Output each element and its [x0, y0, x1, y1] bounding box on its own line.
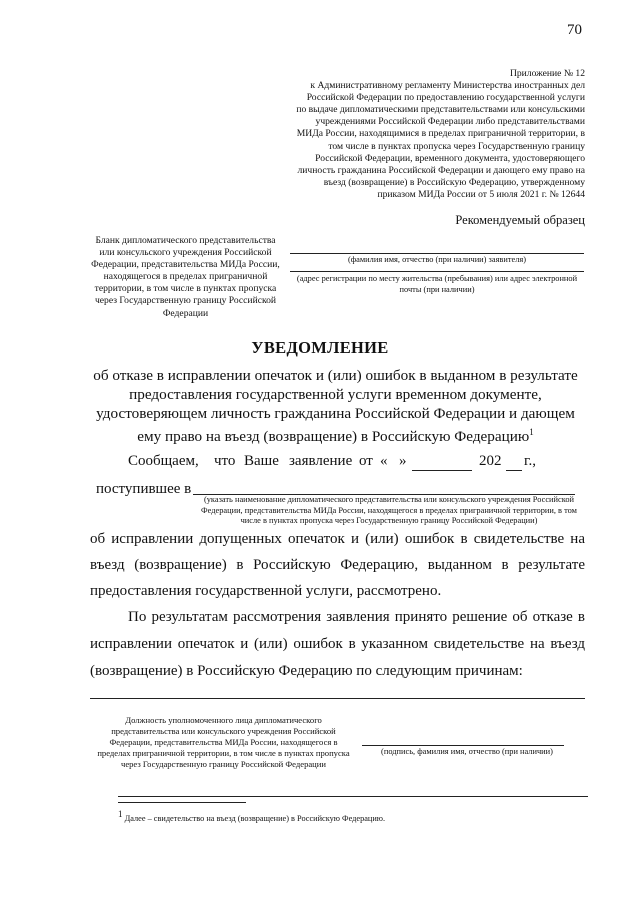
inform-word: Сообщаем, — [128, 453, 199, 469]
document-title: УВЕДОМЛЕНИЕ — [251, 338, 389, 357]
year-suffix: г., — [524, 453, 536, 469]
blank-label: Бланк дипломатического представительства или консульского учреждения Российской Федерации, представительства МИДа России, находящегося в пределах приграничной территории, в том числе в пунктах пропуска через Государственную границу Российской Федерации — [91, 235, 280, 319]
reasons-line — [90, 698, 585, 699]
received-caption: (указать наименование дипломатического представительства или консульского учреждения Российской Федерации, представительства МИДа России, находящегося в пределах приграничной территории, в том числе в пунктах пропуска через Государственную границу Российской Федерации) — [201, 495, 577, 525]
footnote-text: Далее – свидетельство на въезд (возвращение) в Российскую Федерацию. — [124, 813, 386, 823]
bottom-line — [118, 796, 588, 797]
year-prefix: 202 — [479, 453, 502, 469]
quote-open: « — [380, 453, 388, 469]
signature-line — [362, 745, 564, 746]
page-number: 70 — [567, 22, 582, 38]
applicant-address-line — [290, 271, 584, 272]
footnote-mark: 1 — [118, 809, 123, 819]
subtitle-text: об отказе в исправлении опечаток и (или) ошибок в выданном в результате предоставления государственной услуги временном документе, удостоверяющем личность гражданина Российской Федерации и дающем ему право на въезд (возвращение) в Российскую Федерацию — [93, 367, 578, 446]
document-subtitle — [88, 366, 583, 446]
inform-word: заявление — [289, 453, 353, 469]
recommended-sample-label: Рекомендуемый образец — [455, 213, 585, 227]
paragraph-2: По результатам рассмотрения заявления принято решение об отказе в исправлении опечаток и (или) ошибок в указанном свидетельстве на въезд (возвращение) в Российскую Федерацию по следующим причинам: — [90, 609, 585, 679]
paragraph-1: об исправлении допущенных опечаток и (или) ошибок в свидетельстве на въезд (возвращение) в Российскую Федерацию, выданном в результате предоставления государственной услуги, рассмотрено. — [90, 531, 585, 599]
footnote-reference: 1 — [529, 427, 534, 437]
applicant-address-caption: (адрес регистрации по месту жительства (пребывания) или адрес электронной почты (при наличии) — [296, 274, 578, 294]
official-position: Должность уполномоченного лица дипломатического представительства или консульского учреждения Российской Федерации, представительства МИДа России, находящегося в пределах приграничной территории, в том числе в пунктах пропуска через Государственную границу Российской Федерации — [97, 715, 350, 769]
applicant-name-caption: (фамилия имя, отчество (при наличии) заявителя) — [347, 255, 527, 264]
footnote-separator — [118, 802, 246, 803]
quote-close: » — [399, 453, 407, 469]
appendix-title: Приложение № 12 — [509, 68, 585, 79]
inform-line — [128, 453, 586, 473]
year-blank-line — [506, 470, 522, 471]
footnote — [118, 809, 385, 823]
month-blank-line — [412, 470, 472, 471]
signature-caption: (подпись, фамилия имя, отчество (при наличии) — [381, 747, 553, 756]
appendix-text: к Административному регламенту Министерства иностранных дел Российской Федерации по предоставлению государственной услуги по выдаче дипломатическими представительствами или консульскими учреждениями Российской Федерации либо представительствами МИДа России, находящимися в пределах приграничной территории, в том числе в пунктах пропуска через Государственную границу Российской Федерации, временного документа, удостоверяющего личность гражданина Российской Федерации и дающего ему право на въезд (возвращение) в Российскую Федерацию, утвержденному приказом МИДа России от 5 июля 2021 г. № 12644 — [296, 80, 585, 200]
inform-word: что — [214, 453, 236, 469]
received-label: поступившее в — [96, 481, 192, 497]
inform-word: Ваше — [244, 453, 279, 469]
inform-word: от — [359, 453, 373, 469]
appendix-header — [295, 68, 585, 201]
applicant-name-line — [290, 253, 584, 254]
